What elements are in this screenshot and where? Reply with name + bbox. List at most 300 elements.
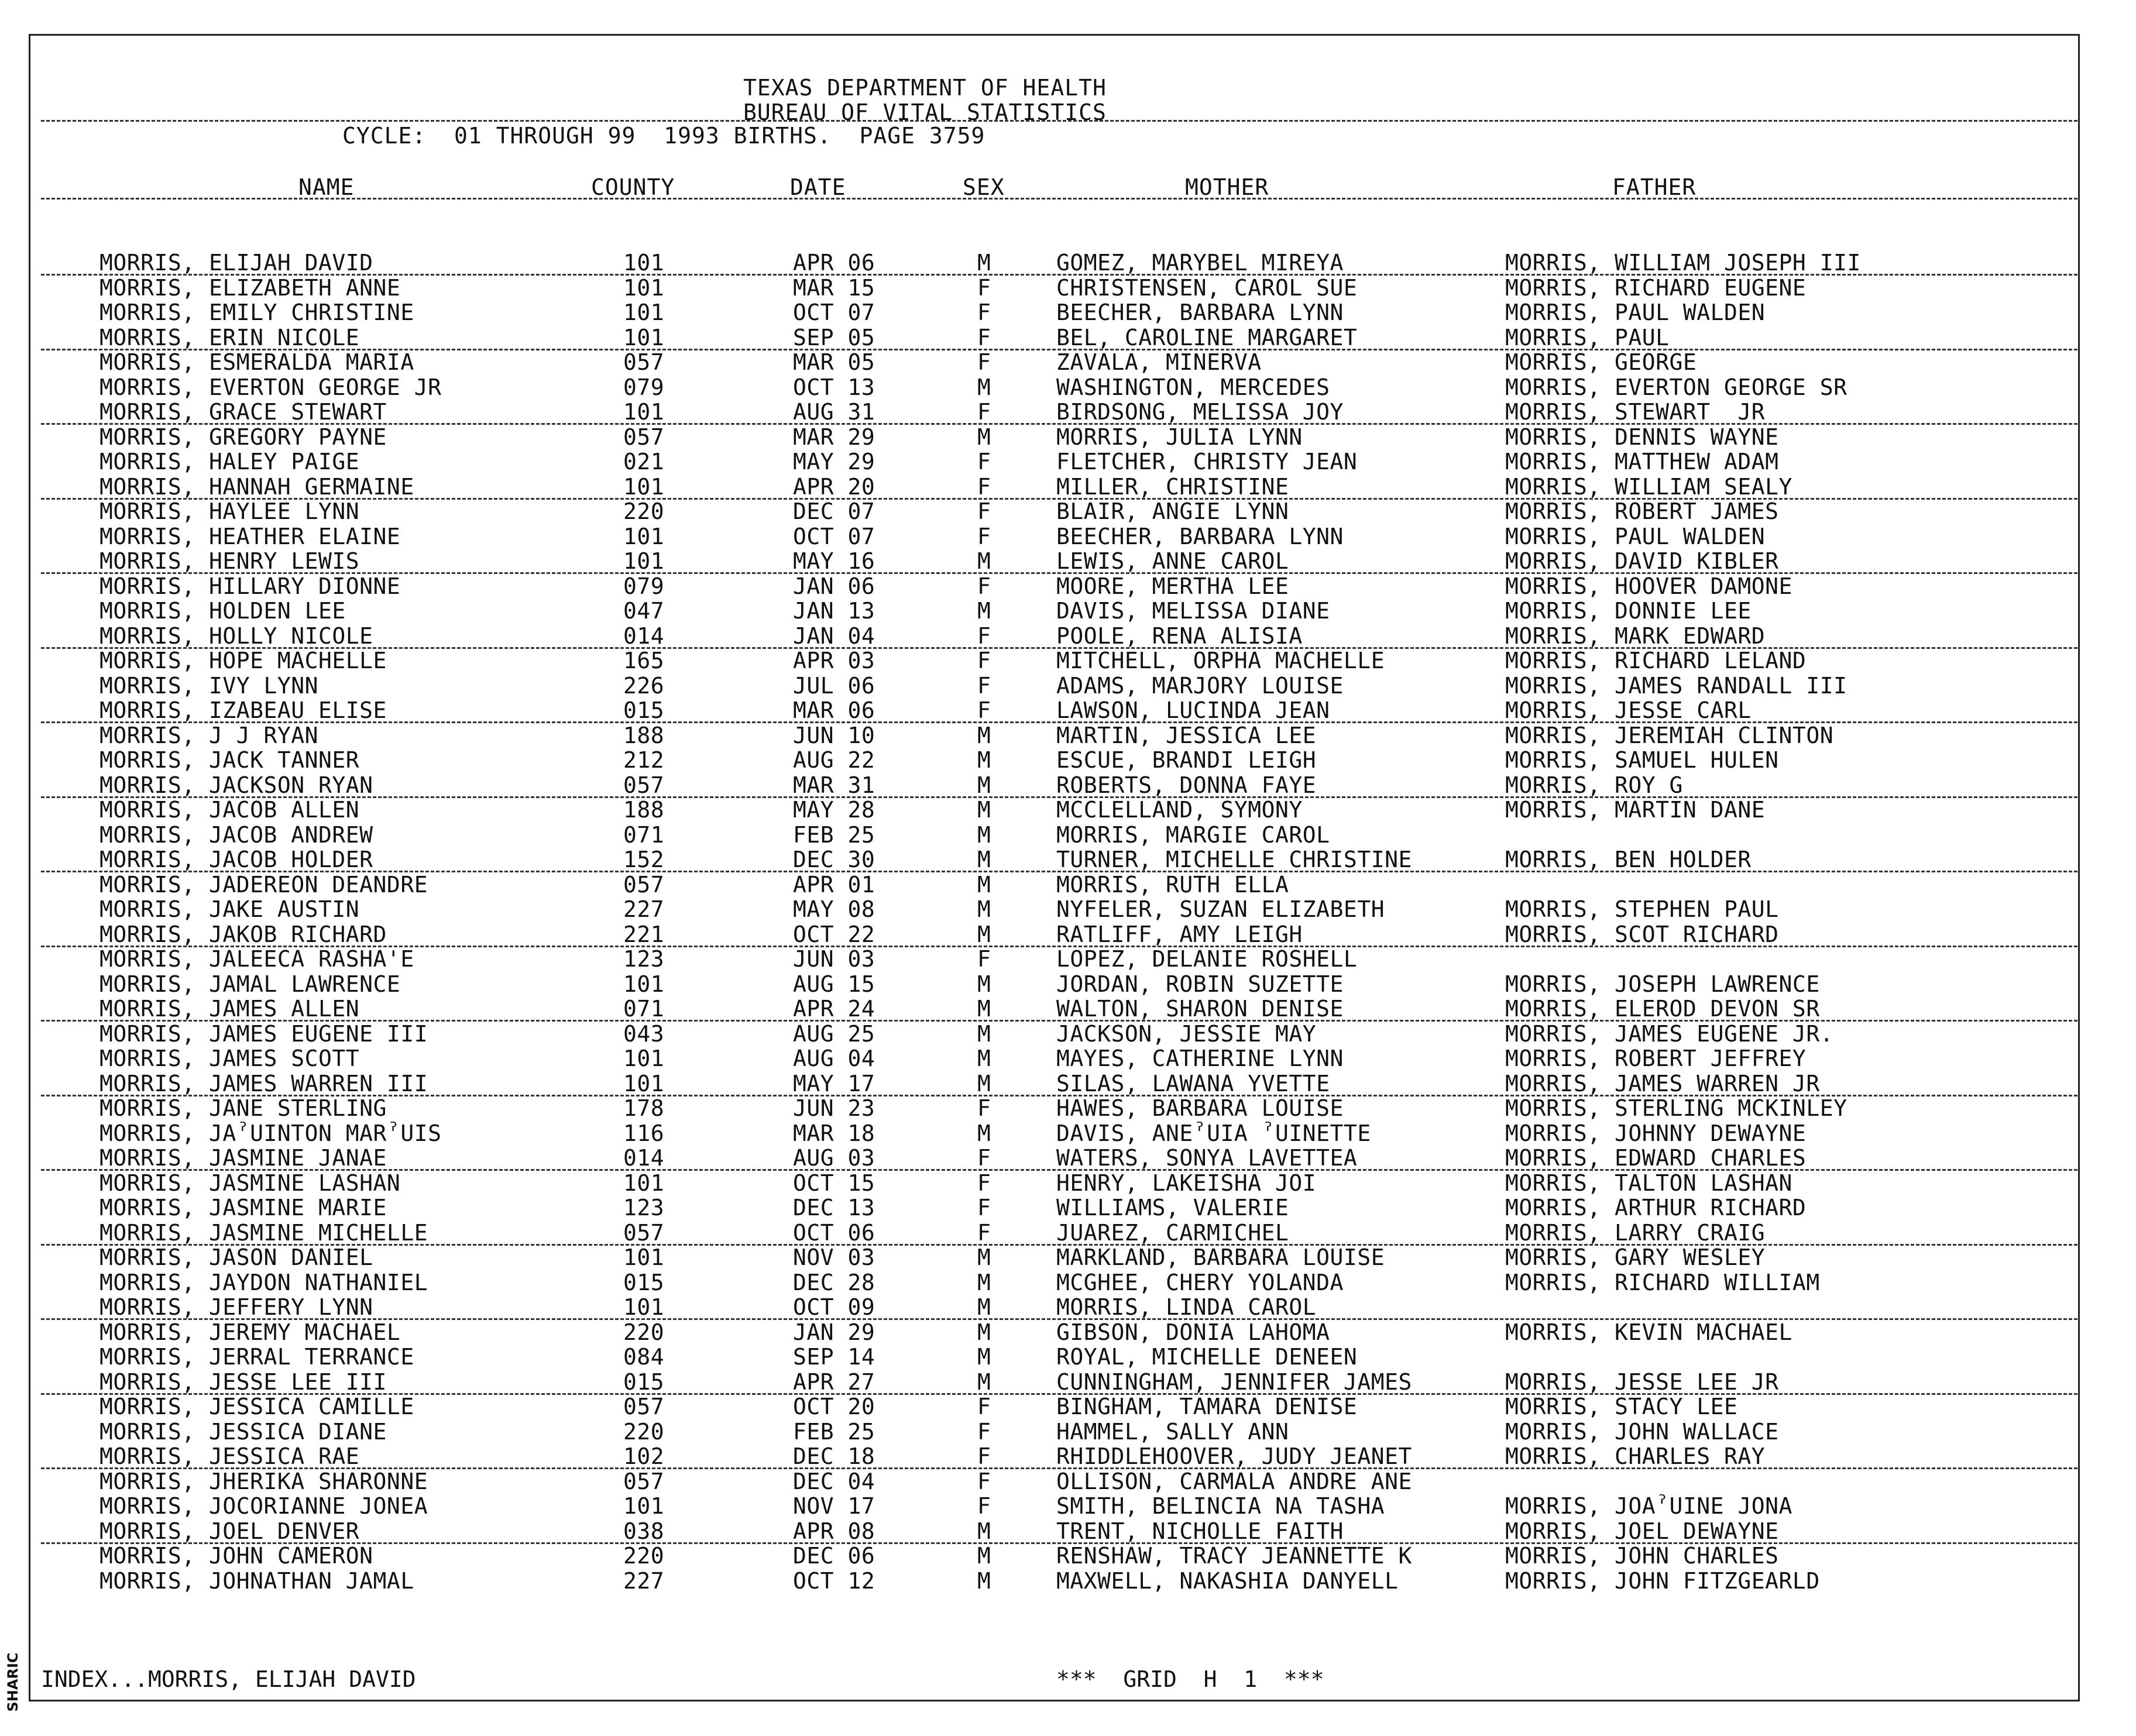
record-county: 015 xyxy=(623,697,665,723)
record-row xyxy=(0,947,2136,972)
record-father: MORRIS, JOSEPH LAWRENCE xyxy=(1505,971,1820,997)
record-name: MORRIS, HOLDEN LEE xyxy=(99,598,346,624)
record-county: 101 xyxy=(623,324,665,350)
record-row xyxy=(0,549,2136,574)
record-name: MORRIS, JOHN CAMERON xyxy=(99,1543,373,1569)
record-sex: M xyxy=(977,921,991,947)
record-mother: MAXWELL, NAKASHIA DANYELL xyxy=(1056,1567,1399,1594)
record-county: 057 xyxy=(623,871,665,898)
column-header-name: NAME xyxy=(298,174,355,200)
record-date: SEP 05 xyxy=(793,324,875,350)
record-sex: M xyxy=(977,871,991,898)
record-sex: M xyxy=(977,847,991,872)
record-date: APR 20 xyxy=(793,473,875,500)
record-date: MAR 15 xyxy=(793,274,875,301)
cycle-line: CYCLE: 01 THROUGH 99 1993 BIRTHS. PAGE 3759 xyxy=(342,123,985,149)
record-county: 178 xyxy=(623,1095,665,1121)
record-father: MORRIS, EVERTON GEORGE SR xyxy=(1505,374,1847,400)
record-sex: F xyxy=(977,1418,991,1445)
record-row xyxy=(0,972,2136,997)
record-date: AUG 22 xyxy=(793,747,875,773)
record-county: 101 xyxy=(623,1493,665,1519)
record-county: 227 xyxy=(623,896,665,922)
record-mother: BINGHAM, TAMARA DENISE xyxy=(1056,1394,1358,1419)
record-mother: HENRY, LAKEISHA JOI xyxy=(1056,1170,1317,1196)
record-name: MORRIS, HALEY PAIGE xyxy=(99,449,360,475)
record-mother: TRENT, NICHOLLE FAITH xyxy=(1056,1518,1344,1544)
record-row xyxy=(0,499,2136,524)
record-county: 101 xyxy=(623,1245,665,1270)
record-mother: POOLE, RENA ALISIA xyxy=(1056,623,1303,649)
record-name: MORRIS, ELIJAH DAVID xyxy=(99,250,373,276)
record-county: 014 xyxy=(623,1145,665,1171)
record-date: MAY 08 xyxy=(793,896,875,922)
record-name: MORRIS, IVY LYNN xyxy=(99,672,319,699)
column-header-father: FATHER xyxy=(1612,174,1697,200)
record-date: DEC 18 xyxy=(793,1443,875,1469)
record-mother: MCGHEE, CHERY YOLANDA xyxy=(1056,1269,1344,1295)
record-name: MORRIS, GREGORY PAYNE xyxy=(99,424,387,450)
record-father: MORRIS, JEREMIAH CLINTON xyxy=(1505,722,1834,748)
record-county: 101 xyxy=(623,1046,665,1071)
record-row xyxy=(0,1419,2136,1445)
record-mother: WASHINGTON, MERCEDES xyxy=(1056,374,1330,400)
record-row xyxy=(0,1121,2136,1146)
record-mother: TURNER, MICHELLE CHRISTINE xyxy=(1056,847,1412,872)
record-mother: JUAREZ, CARMICHEL xyxy=(1056,1219,1289,1246)
record-sex: F xyxy=(977,300,991,325)
record-row xyxy=(0,1195,2136,1221)
record-date: JAN 04 xyxy=(793,623,875,649)
record-name: MORRIS, JACOB ANDREW xyxy=(99,821,373,848)
record-mother: MORRIS, RUTH ELLA xyxy=(1056,871,1289,898)
record-name: MORRIS, JACOB ALLEN xyxy=(99,797,360,823)
record-county: 071 xyxy=(623,821,665,848)
record-row xyxy=(0,1345,2136,1370)
record-name: MORRIS, JESSICA DIANE xyxy=(99,1418,387,1445)
record-county: 057 xyxy=(623,772,665,798)
record-sex: F xyxy=(977,648,991,673)
record-date: MAY 16 xyxy=(793,548,875,574)
record-father: MORRIS, JOHNNY DEWAYNE xyxy=(1505,1120,1807,1146)
record-date: APR 24 xyxy=(793,996,875,1022)
record-mother: BIRDSONG, MELISSA JOY xyxy=(1056,399,1344,425)
record-date: APR 03 xyxy=(793,648,875,673)
record-father: MORRIS, ELEROD DEVON SR xyxy=(1505,996,1820,1022)
record-row xyxy=(0,449,2136,475)
record-row xyxy=(0,1569,2136,1594)
record-date: OCT 07 xyxy=(793,300,875,325)
record-date: MAY 17 xyxy=(793,1070,875,1096)
record-father: MORRIS, ROBERT JEFFREY xyxy=(1505,1046,1807,1071)
record-date: JAN 06 xyxy=(793,573,875,599)
record-mother: LAWSON, LUCINDA JEAN xyxy=(1056,697,1330,723)
record-county: 220 xyxy=(623,1418,665,1445)
record-row xyxy=(0,897,2136,922)
record-row xyxy=(0,300,2136,325)
record-county: 220 xyxy=(623,1543,665,1569)
record-sex: F xyxy=(977,573,991,599)
record-sex: F xyxy=(977,697,991,723)
record-mother: WILLIAMS, VALERIE xyxy=(1056,1195,1289,1221)
side-mark-label: SHARIC xyxy=(5,1652,21,1712)
record-father: MORRIS, DAVID KIBLER xyxy=(1505,548,1779,574)
record-county: 101 xyxy=(623,1070,665,1096)
record-name: MORRIS, JAMES EUGENE III xyxy=(99,1020,428,1047)
record-father: MORRIS, JOHN CHARLES xyxy=(1505,1543,1779,1569)
record-date: DEC 06 xyxy=(793,1543,875,1569)
record-date: DEC 13 xyxy=(793,1195,875,1221)
record-date: MAR 29 xyxy=(793,424,875,450)
record-county: 101 xyxy=(623,250,665,276)
record-row xyxy=(0,1494,2136,1519)
record-father: MORRIS, KEVIN MACHAEL xyxy=(1505,1319,1792,1345)
record-row xyxy=(0,574,2136,599)
record-mother: MORRIS, JULIA LYNN xyxy=(1056,424,1303,450)
record-date: DEC 30 xyxy=(793,847,875,872)
record-name: MORRIS, JESSICA RAE xyxy=(99,1443,360,1469)
record-sex: F xyxy=(977,1145,991,1171)
record-date: NOV 03 xyxy=(793,1245,875,1270)
column-header-date: DATE xyxy=(790,174,846,200)
record-county: 079 xyxy=(623,374,665,400)
header-rule xyxy=(41,120,2077,122)
record-sex: F xyxy=(977,1493,991,1519)
record-sex: F xyxy=(977,672,991,699)
record-name: MORRIS, JAˀUINTON MARˀUIS xyxy=(99,1120,442,1146)
record-county: 101 xyxy=(623,300,665,325)
record-row xyxy=(0,1146,2136,1171)
record-father: MORRIS, STEPHEN PAUL xyxy=(1505,896,1779,922)
record-sex: M xyxy=(977,1020,991,1047)
record-row xyxy=(0,698,2136,723)
record-county: 015 xyxy=(623,1269,665,1295)
record-father: MORRIS, ROY G xyxy=(1505,772,1683,798)
record-mother: MORRIS, LINDA CAROL xyxy=(1056,1294,1317,1320)
record-county: 101 xyxy=(623,473,665,500)
record-date: MAR 06 xyxy=(793,697,875,723)
record-father: MORRIS, STEWART JR xyxy=(1505,399,1766,425)
record-mother: HAWES, BARBARA LOUISE xyxy=(1056,1095,1344,1121)
record-county: 227 xyxy=(623,1567,665,1594)
record-county: 101 xyxy=(623,971,665,997)
record-father: MORRIS, WILLIAM JOSEPH III xyxy=(1505,250,1861,276)
record-row xyxy=(0,797,2136,823)
record-father: MORRIS, ARTHUR RICHARD xyxy=(1505,1195,1807,1221)
record-mother: LOPEZ, DELANIE ROSHELL xyxy=(1056,946,1358,972)
record-county: 188 xyxy=(623,797,665,823)
record-row xyxy=(0,1444,2136,1469)
record-father: MORRIS, GARY WESLEY xyxy=(1505,1245,1766,1270)
record-mother: RATLIFF, AMY LEIGH xyxy=(1056,921,1303,947)
record-row xyxy=(0,624,2136,649)
record-father: MORRIS, MARK EDWARD xyxy=(1505,623,1766,649)
record-sex: M xyxy=(977,971,991,997)
index-footer: INDEX...MORRIS, ELIJAH DAVID xyxy=(41,1666,416,1692)
record-row xyxy=(0,1370,2136,1395)
agency-title: TEXAS DEPARTMENT OF HEALTH xyxy=(743,75,1107,101)
record-father: MORRIS, ROBERT JAMES xyxy=(1505,499,1779,524)
record-date: OCT 12 xyxy=(793,1567,875,1594)
record-date: FEB 25 xyxy=(793,1418,875,1445)
record-sex: F xyxy=(977,1219,991,1246)
record-mother: OLLISON, CARMALA ANDRE ANE xyxy=(1056,1468,1412,1494)
record-name: MORRIS, HAYLEE LYNN xyxy=(99,499,360,524)
record-mother: SILAS, LAWANA YVETTE xyxy=(1056,1070,1330,1096)
record-mother: MILLER, CHRISTINE xyxy=(1056,473,1289,500)
record-mother: BEL, CAROLINE MARGARET xyxy=(1056,324,1358,350)
record-sex: M xyxy=(977,1269,991,1295)
record-date: MAR 18 xyxy=(793,1120,875,1146)
record-date: OCT 06 xyxy=(793,1219,875,1246)
record-row xyxy=(0,1469,2136,1494)
record-mother: WALTON, SHARON DENISE xyxy=(1056,996,1344,1022)
record-county: 084 xyxy=(623,1344,665,1370)
record-name: MORRIS, GRACE STEWART xyxy=(99,399,387,425)
record-mother: MARKLAND, BARBARA LOUISE xyxy=(1056,1245,1385,1270)
record-county: 014 xyxy=(623,623,665,649)
record-mother: JORDAN, ROBIN SUZETTE xyxy=(1056,971,1344,997)
record-sex: F xyxy=(977,1095,991,1121)
record-county: 226 xyxy=(623,672,665,699)
record-row xyxy=(0,723,2136,748)
record-sex: F xyxy=(977,449,991,475)
record-row xyxy=(0,1320,2136,1345)
record-name: MORRIS, JESSICA CAMILLE xyxy=(99,1394,414,1419)
record-father: MORRIS, JOEL DEWAYNE xyxy=(1505,1518,1779,1544)
record-mother: RENSHAW, TRACY JEANNETTE K xyxy=(1056,1543,1412,1569)
record-name: MORRIS, EMILY CHRISTINE xyxy=(99,300,414,325)
record-father: MORRIS, CHARLES RAY xyxy=(1505,1443,1766,1469)
record-row xyxy=(0,375,2136,400)
record-date: OCT 13 xyxy=(793,374,875,400)
record-date: SEP 14 xyxy=(793,1344,875,1370)
record-county: 102 xyxy=(623,1443,665,1469)
record-county: 015 xyxy=(623,1369,665,1395)
record-father: MORRIS, SCOT RICHARD xyxy=(1505,921,1779,947)
record-date: JUL 06 xyxy=(793,672,875,699)
record-sex: F xyxy=(977,399,991,425)
record-sex: M xyxy=(977,1046,991,1071)
record-mother: BLAIR, ANGIE LYNN xyxy=(1056,499,1289,524)
record-date: AUG 03 xyxy=(793,1145,875,1171)
record-father: MORRIS, RICHARD EUGENE xyxy=(1505,274,1807,301)
record-name: MORRIS, JANE STERLING xyxy=(99,1095,387,1121)
record-county: 152 xyxy=(623,847,665,872)
column-header-sex: SEX xyxy=(963,174,1005,200)
record-name: MORRIS, JEREMY MACHAEL xyxy=(99,1319,401,1345)
record-county: 057 xyxy=(623,424,665,450)
record-father: MORRIS, JESSE CARL xyxy=(1505,697,1752,723)
record-date: AUG 04 xyxy=(793,1046,875,1071)
record-mother: LEWIS, ANNE CAROL xyxy=(1056,548,1289,574)
record-mother: ESCUE, BRANDI LEIGH xyxy=(1056,747,1317,773)
record-name: MORRIS, HEATHER ELAINE xyxy=(99,523,401,549)
record-name: MORRIS, HENRY LEWIS xyxy=(99,548,360,574)
record-date: APR 01 xyxy=(793,871,875,898)
record-date: OCT 22 xyxy=(793,921,875,947)
record-father: MORRIS, EDWARD CHARLES xyxy=(1505,1145,1807,1171)
record-father: MORRIS, DENNIS WAYNE xyxy=(1505,424,1779,450)
record-mother: BEECHER, BARBARA LYNN xyxy=(1056,300,1344,325)
record-father: MORRIS, STACY LEE xyxy=(1505,1394,1738,1419)
record-row xyxy=(0,773,2136,798)
record-row xyxy=(0,922,2136,947)
record-sex: M xyxy=(977,374,991,400)
record-row xyxy=(0,325,2136,350)
record-sex: F xyxy=(977,523,991,549)
record-name: MORRIS, JOHNATHAN JAMAL xyxy=(99,1567,414,1594)
record-father: MORRIS, JOAˀUINE JONA xyxy=(1505,1493,1792,1519)
record-date: AUG 31 xyxy=(793,399,875,425)
record-name: MORRIS, HOLLY NICOLE xyxy=(99,623,373,649)
record-name: MORRIS, HANNAH GERMAINE xyxy=(99,473,414,500)
record-county: 038 xyxy=(623,1518,665,1544)
record-father: MORRIS, BEN HOLDER xyxy=(1505,847,1752,872)
record-date: FEB 25 xyxy=(793,821,875,848)
record-row xyxy=(0,872,2136,898)
record-name: MORRIS, JASMINE MARIE xyxy=(99,1195,387,1221)
record-date: APR 06 xyxy=(793,250,875,276)
record-row xyxy=(0,996,2136,1022)
record-row xyxy=(0,1519,2136,1544)
record-county: 123 xyxy=(623,946,665,972)
side-mark xyxy=(1,1647,25,1717)
record-row xyxy=(0,524,2136,549)
record-date: AUG 15 xyxy=(793,971,875,997)
record-date: MAR 05 xyxy=(793,349,875,375)
record-county: 079 xyxy=(623,573,665,599)
record-mother: FLETCHER, CHRISTY JEAN xyxy=(1056,449,1358,475)
record-date: JAN 13 xyxy=(793,598,875,624)
record-county: 101 xyxy=(623,274,665,301)
record-sex: M xyxy=(977,250,991,276)
record-sex: M xyxy=(977,896,991,922)
record-sex: M xyxy=(977,1344,991,1370)
record-sex: F xyxy=(977,1468,991,1494)
column-header-county: COUNTY xyxy=(591,174,675,200)
record-sex: F xyxy=(977,349,991,375)
record-county: 212 xyxy=(623,747,665,773)
record-date: MAY 28 xyxy=(793,797,875,823)
record-name: MORRIS, JAMES WARREN III xyxy=(99,1070,428,1096)
record-row xyxy=(0,748,2136,773)
record-mother: NYFELER, SUZAN ELIZABETH xyxy=(1056,896,1385,922)
record-sex: F xyxy=(977,473,991,500)
record-name: MORRIS, JOEL DENVER xyxy=(99,1518,360,1544)
record-name: MORRIS, JACOB HOLDER xyxy=(99,847,373,872)
record-father: MORRIS, TALTON LASHAN xyxy=(1505,1170,1792,1196)
record-row xyxy=(0,1295,2136,1320)
record-row xyxy=(0,823,2136,848)
column-header-mother: MOTHER xyxy=(1185,174,1269,200)
bureau-title: BUREAU OF VITAL STATISTICS xyxy=(743,99,1107,125)
record-sex: M xyxy=(977,1070,991,1096)
record-mother: MORRIS, MARGIE CAROL xyxy=(1056,821,1330,848)
record-sex: M xyxy=(977,1518,991,1544)
record-county: 057 xyxy=(623,1219,665,1246)
record-row xyxy=(0,350,2136,375)
record-row xyxy=(0,1071,2136,1096)
record-mother: JACKSON, JESSIE MAY xyxy=(1056,1020,1317,1047)
record-father: MORRIS, HOOVER DAMONE xyxy=(1505,573,1792,599)
record-sex: M xyxy=(977,1319,991,1345)
record-county: 165 xyxy=(623,648,665,673)
record-sex: M xyxy=(977,747,991,773)
record-sex: M xyxy=(977,797,991,823)
record-name: MORRIS, JAYDON NATHANIEL xyxy=(99,1269,428,1295)
record-name: MORRIS, JASON DANIEL xyxy=(99,1245,373,1270)
record-date: DEC 04 xyxy=(793,1468,875,1494)
record-name: MORRIS, IZABEAU ELISE xyxy=(99,697,387,723)
record-father: MORRIS, WILLIAM SEALY xyxy=(1505,473,1792,500)
record-father: MORRIS, GEORGE xyxy=(1505,349,1697,375)
record-date: JUN 03 xyxy=(793,946,875,972)
record-father: MORRIS, JESSE LEE JR xyxy=(1505,1369,1779,1395)
record-county: 057 xyxy=(623,349,665,375)
record-date: AUG 25 xyxy=(793,1020,875,1047)
record-county: 101 xyxy=(623,523,665,549)
record-name: MORRIS, JHERIKA SHARONNE xyxy=(99,1468,428,1494)
record-date: JAN 29 xyxy=(793,1319,875,1345)
record-date: DEC 07 xyxy=(793,499,875,524)
record-father: MORRIS, PAUL WALDEN xyxy=(1505,523,1766,549)
record-name: MORRIS, JAMES SCOTT xyxy=(99,1046,360,1071)
record-father: MORRIS, RICHARD WILLIAM xyxy=(1505,1269,1820,1295)
record-sex: M xyxy=(977,1120,991,1146)
record-name: MORRIS, JACKSON RYAN xyxy=(99,772,373,798)
record-name: MORRIS, JASMINE LASHAN xyxy=(99,1170,401,1196)
record-date: MAY 29 xyxy=(793,449,875,475)
record-county: 101 xyxy=(623,1294,665,1320)
record-county: 021 xyxy=(623,449,665,475)
record-row xyxy=(0,1270,2136,1295)
record-name: MORRIS, JESSE LEE III xyxy=(99,1369,387,1395)
record-row xyxy=(0,1022,2136,1047)
record-name: MORRIS, JALEECA RASHA'E xyxy=(99,946,414,972)
record-father: MORRIS, MARTIN DANE xyxy=(1505,797,1766,823)
record-father: MORRIS, PAUL WALDEN xyxy=(1505,300,1766,325)
record-name: MORRIS, JACK TANNER xyxy=(99,747,360,773)
record-mother: SMITH, BELINCIA NA TASHA xyxy=(1056,1493,1385,1519)
record-county: 188 xyxy=(623,722,665,748)
record-mother: DAVIS, MELISSA DIANE xyxy=(1056,598,1330,624)
record-name: MORRIS, JASMINE JANAE xyxy=(99,1145,387,1171)
record-mother: MCCLELLAND, SYMONY xyxy=(1056,797,1303,823)
record-sex: M xyxy=(977,821,991,848)
record-row xyxy=(0,1046,2136,1071)
record-row xyxy=(0,1171,2136,1196)
record-date: OCT 15 xyxy=(793,1170,875,1196)
record-mother: BEECHER, BARBARA LYNN xyxy=(1056,523,1344,549)
record-mother: HAMMEL, SALLY ANN xyxy=(1056,1418,1289,1445)
record-date: JUN 10 xyxy=(793,722,875,748)
record-row xyxy=(0,425,2136,450)
record-county: 123 xyxy=(623,1195,665,1221)
record-sex: F xyxy=(977,1394,991,1419)
record-mother: ROYAL, MICHELLE DENEEN xyxy=(1056,1344,1358,1370)
record-date: DEC 28 xyxy=(793,1269,875,1295)
record-sex: M xyxy=(977,722,991,748)
record-sex: F xyxy=(977,1443,991,1469)
record-county: 101 xyxy=(623,1170,665,1196)
record-sex: M xyxy=(977,1369,991,1395)
record-name: MORRIS, JAMAL LAWRENCE xyxy=(99,971,401,997)
record-sex: F xyxy=(977,274,991,301)
record-date: JUN 23 xyxy=(793,1095,875,1121)
record-mother: MITCHELL, ORPHA MACHELLE xyxy=(1056,648,1385,673)
record-mother: MARTIN, JESSICA LEE xyxy=(1056,722,1317,748)
